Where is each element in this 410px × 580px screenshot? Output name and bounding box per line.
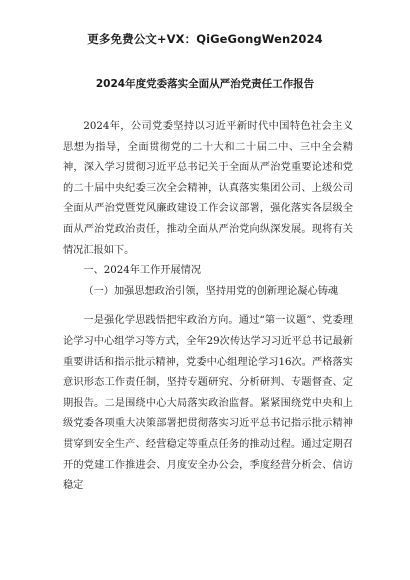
section-heading: 一、2024年工作开展情况 [83, 265, 202, 277]
header-note: 更多免费公文+VX：QiGeGongWen2024 [87, 32, 323, 46]
document-body [63, 117, 353, 497]
document-title: 2024年度党委落实全面从严治党责任工作报告 [95, 78, 315, 90]
intro-paragraph: 2024年，公司党委坚持以习近平新时代中国特色社会主义思想为指导，全面贯彻党的二十大和二十届二中、三中全会精神，深入学习贯彻习近平总书记关于全面从严治党重要论述和党的二十届中央纪委三次全会精神，认真落实集团公司、上级公司全面从严治党暨党风廉政建设工作会议部署，强化落实各层级全面从严治党政治责任，推动全面从严治党向纵深发展。现将有关情况汇报如下。 [63, 121, 353, 256]
body-paragraph: 一是强化学思践悟把牢政治方向。通过“第一议题”、党委理论学习中心组学习等方式，全年29次传达学习习近平总书记最新重要讲话和指示批示精神，党委中心组理论学习16次。严格落实意识形态工作责任制，坚持专题研究、分析研判、专题督查、定期报告。二是围绕中心大局落实政治监督。紧紧围绕党中央和上级党委各项重大决策部署把贯彻落实习近平总书记指示批示精神贯穿到安全生产、经营稳定等重点任务的推动过程。通过定期召开的党建工作推进会、月度安全办公会，季度经营分析会、信访稳定 [63, 315, 353, 492]
subsection-heading: （一）加强思想政治引领，坚持用党的创新理论凝心铸魂 [83, 285, 339, 297]
